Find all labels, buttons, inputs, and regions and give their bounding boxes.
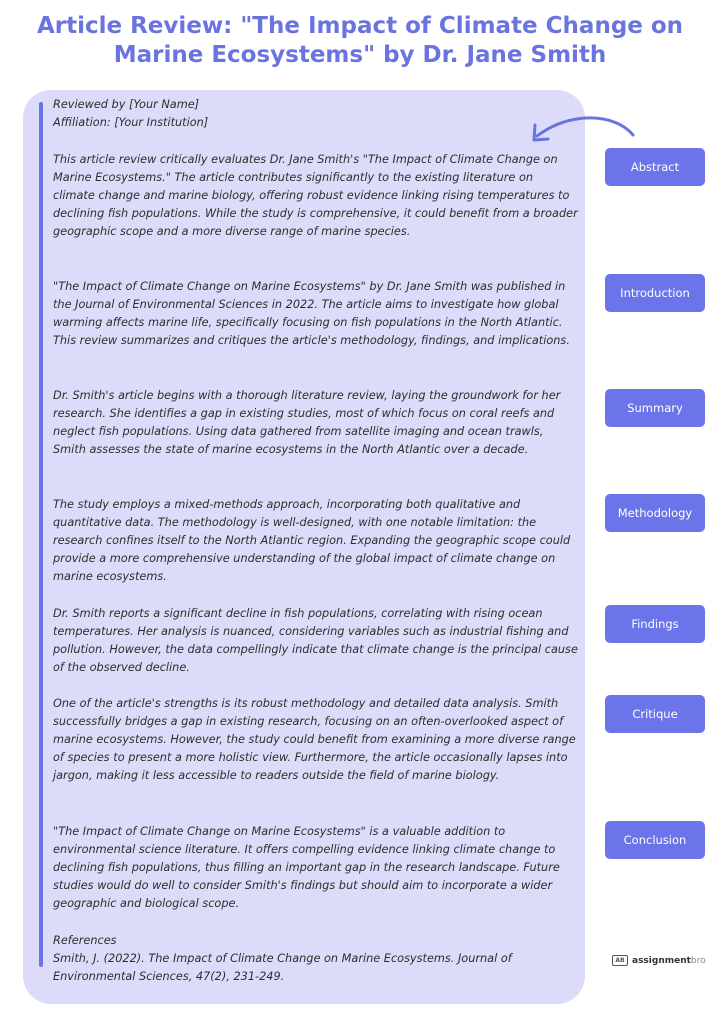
summary-text: Dr. Smith's article begins with a thorough literature review, laying the groundwork for her research. She identifies a gap in existing studies, most of which focus on coral reefs and neglect fish populations. Using data gathered from satellite imaging and ocean trawls, Smith assesses the state of marine ecosystems in the North Atlantic over a decade.: [53, 389, 561, 456]
label-conclusion: Conclusion: [605, 821, 705, 859]
reviewed-by: Reviewed by [Your Name]: [53, 98, 200, 111]
page-title: [0, 12, 720, 70]
introduction-text: "The Impact of Climate Change on Marine Ecosystems" by Dr. Jane Smith was published in the Journal of Environmental Sciences in 2022. The article aims to investigate how global warming affects marine life, specifically focusing on fish populations in the North Atlantic. This review summarizes and critiques the article's methodology, findings, and implications.: [53, 280, 570, 347]
brand-name: assignment: [632, 955, 691, 966]
brand-mark-icon: AB: [612, 955, 628, 966]
label-abstract: Abstract: [605, 148, 705, 186]
conclusion-text: "The Impact of Climate Change on Marine Ecosystems" is a valuable addition to environmental science literature. It offers compelling evidence linking climate change to declining fish populations, thus filling an important gap in the research landscape. Future studies would do well to consider Smith's findings but should aim to incorporate a wider geographic and biological scope.: [53, 825, 560, 910]
reference-entry: Smith, J. (2022). The Impact of Climate Change on Marine Ecosystems. Journal of Environmental Sciences, 47(2), 231-249.: [53, 952, 512, 983]
brand-logo: [612, 955, 706, 966]
label-introduction: Introduction: [605, 274, 705, 312]
label-findings: Findings: [605, 605, 705, 643]
critique-text: One of the article's strengths is its robust methodology and detailed data analysis. Smith successfully bridges a gap in existing research, focusing on an often-overlooked aspect of marine ecosystems. However, the study could benefit from examining a more diverse range of species to present a more holistic view. Furthermore, the article occasionally lapses into jargon, making it less accessible to readers outside the field of marine biology.: [53, 697, 576, 782]
label-methodology: Methodology: [605, 494, 705, 532]
label-critique: Critique: [605, 695, 705, 733]
findings-text: Dr. Smith reports a significant decline in fish populations, correlating with rising ocean temperatures. Her analysis is nuanced, considering variables such as industrial fishing and pollution. However, the data compellingly indicate that climate change is the principal cause of the observed decline.: [53, 607, 578, 674]
label-summary: Summary: [605, 389, 705, 427]
references-heading: References: [53, 934, 117, 947]
methodology-text: The study employs a mixed-methods approach, incorporating both qualitative and quantitative data. The methodology is well-designed, with one notable limitation: the research confines itself to the North Atlantic region. Expanding the geographic scope could provide a more comprehensive understanding of the global impact of climate change on marine ecosystems.: [53, 498, 571, 583]
brand-name-suffix: bro: [690, 955, 706, 966]
title-line-2: Marine Ecosystems" by Dr. Jane Smith: [113, 42, 607, 68]
title-line-1: Article Review: "The Impact of Climate Change on: [36, 13, 684, 39]
references: [53, 932, 578, 986]
reviewer-info: [53, 96, 578, 132]
accent-bar: [39, 102, 43, 967]
affiliation: Affiliation: [Your Institution]: [53, 116, 209, 129]
abstract-text: This article review critically evaluates Dr. Jane Smith's "The Impact of Climate Change on Marine Ecosystems." The article contributes significantly to the existing literature on climate change and marine biology, offering robust evidence linking rising temperatures to declining fish populations. While the study is comprehensive, it could benefit from a broader geographic scope and a more diverse range of marine species.: [53, 153, 578, 238]
